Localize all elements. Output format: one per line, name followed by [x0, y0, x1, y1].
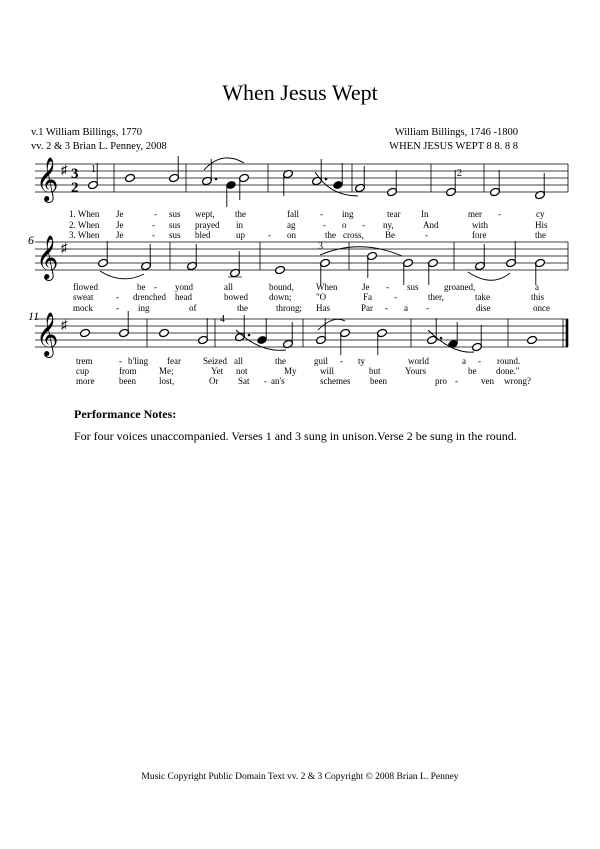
lyric-syllable: Par: [361, 303, 373, 313]
notehead: [274, 265, 285, 275]
lyric-syllable: Fa: [363, 292, 372, 302]
sharp-key-signature-icon: ♯: [61, 240, 68, 255]
lyric-syllable: the: [535, 230, 546, 240]
treble-clef-icon: 𝄞: [36, 159, 59, 201]
lyric-syllable: ag: [287, 220, 296, 230]
lyric-syllable: more: [76, 376, 95, 386]
slur: [100, 271, 144, 279]
lyric-syllable: -: [320, 209, 323, 219]
lyric-syllable: tear: [387, 209, 401, 219]
lyric-syllable: flowed: [73, 282, 98, 292]
lyric-syllable: cy: [536, 209, 545, 219]
lyric-syllable: a: [462, 356, 466, 366]
lyric-syllable: all: [234, 356, 243, 366]
composer-name: William Billings, 1746 -1800: [394, 127, 518, 138]
lyric-syllable: bowed: [224, 292, 248, 302]
lyric-syllable: sus: [169, 230, 181, 240]
lyric-syllable: ing: [138, 303, 150, 313]
verse1-author: v.1 William Billings, 1770: [31, 127, 142, 138]
lyric-syllable: wrong?: [504, 376, 531, 386]
dot: [440, 337, 443, 340]
lyric-syllable: 2. When: [69, 220, 100, 230]
slur: [320, 247, 402, 256]
lyric-syllable: the: [237, 303, 248, 313]
lyric-syllable: mock: [73, 303, 93, 313]
lyric-syllable: -: [426, 303, 429, 313]
round-entry-number: 4: [220, 314, 225, 325]
lyric-syllable: trem: [76, 356, 93, 366]
lyric-syllable: round.: [497, 356, 521, 366]
lyric-syllable: will: [320, 366, 335, 376]
dot: [215, 178, 218, 181]
lyric-syllable: -: [268, 230, 271, 240]
lyric-syllable: fear: [167, 356, 181, 366]
lyric-syllable: ven: [481, 376, 494, 386]
lyric-syllable: -: [455, 376, 458, 386]
time-signature-bottom: 2: [71, 180, 79, 196]
lyric-syllable: Je: [362, 282, 370, 292]
lyric-syllable: Has: [316, 303, 330, 313]
lyric-syllable: -: [116, 303, 119, 313]
lyric-syllable: sus: [169, 220, 181, 230]
lyric-syllable: ny,: [383, 220, 394, 230]
treble-clef-icon: 𝄞: [36, 314, 59, 356]
lyric-syllable: been: [119, 376, 136, 386]
lyric-syllable: -: [362, 220, 365, 230]
lyric-syllable: sus: [169, 209, 181, 219]
lyric-syllable: -: [323, 220, 326, 230]
treble-clef-icon: 𝄞: [36, 237, 59, 279]
lyric-syllable: an's: [271, 376, 285, 386]
lyric-syllable: When: [316, 282, 338, 292]
lyric-syllable: on: [287, 230, 296, 240]
lyric-syllable: wept,: [195, 209, 215, 219]
hymn-title: When Jesus Wept: [222, 80, 378, 105]
round-entry-number: 3: [318, 241, 323, 252]
lyric-syllable: from: [119, 366, 137, 376]
lyrics: [69, 209, 550, 386]
measure-number: 1: [91, 164, 96, 175]
lyric-syllable: up: [236, 230, 245, 240]
slurs: [100, 158, 510, 352]
lyric-syllable: fore: [472, 230, 487, 240]
lyric-syllable: -: [385, 303, 388, 313]
lyric-syllable: been: [370, 376, 387, 386]
lyric-syllable: take: [475, 292, 490, 302]
lyric-syllable: Je: [116, 230, 124, 240]
lyric-syllable: Sat: [238, 376, 250, 386]
lyric-syllable: all: [224, 282, 233, 292]
lyric-syllable: lost,: [159, 376, 175, 386]
round-entry-number: 2: [457, 168, 462, 179]
lyric-syllable: pro: [435, 376, 447, 386]
lyric-syllable: the: [275, 356, 286, 366]
lyric-syllable: but: [369, 366, 381, 376]
lyric-syllable: not: [236, 366, 248, 376]
lyric-syllable: Yet: [211, 366, 224, 376]
notehead: [124, 173, 135, 183]
lyric-syllable: cross,: [343, 230, 364, 240]
lyric-syllable: bound,: [269, 282, 294, 292]
lyric-syllable: 3. When: [69, 230, 100, 240]
lyric-syllable: be: [137, 282, 146, 292]
copyright-footer: Music Copyright Public Domain Text vv. 2 & 3 Copyright © 2008 Brian L. Penney: [141, 772, 459, 782]
notehead: [79, 328, 90, 338]
lyric-syllable: b'ling: [128, 356, 149, 366]
lyric-syllable: sus: [407, 282, 419, 292]
lyric-syllable: -: [152, 220, 155, 230]
lyric-syllable: -: [152, 230, 155, 240]
lyric-syllable: Seized: [203, 356, 227, 366]
lyric-syllable: -: [340, 356, 343, 366]
lyric-syllable: In: [421, 209, 429, 219]
notehead: [526, 335, 537, 345]
lyric-syllable: -: [498, 209, 501, 219]
performance-notes-heading: Performance Notes:: [74, 407, 177, 421]
lyric-syllable: of: [189, 303, 197, 313]
lyric-syllable: -: [116, 292, 119, 302]
lyric-syllable: be: [468, 366, 477, 376]
slur: [318, 319, 345, 330]
measure-number: 11: [28, 309, 40, 323]
lyric-syllable: schemes: [320, 376, 351, 386]
slur: [468, 272, 510, 280]
lyric-syllable: -: [154, 209, 157, 219]
lyric-syllable: Je: [116, 209, 124, 219]
lyric-syllable: My: [284, 366, 297, 376]
lyric-syllable: down;: [269, 292, 292, 302]
lyric-syllable: ing: [342, 209, 354, 219]
lyric-syllable: dise: [476, 303, 491, 313]
lyric-syllable: Yours: [405, 366, 427, 376]
notes: [79, 156, 545, 355]
lyric-syllable: throng;: [276, 303, 302, 313]
sharp-key-signature-icon: ♯: [61, 162, 68, 177]
lyric-syllable: mer: [468, 209, 482, 219]
lyric-syllable: ther,: [428, 292, 444, 302]
lyric-syllable: fall: [287, 209, 299, 219]
lyric-syllable: -: [478, 356, 481, 366]
lyric-syllable: Me;: [159, 366, 174, 376]
lyric-syllable: drenched: [133, 292, 166, 302]
lyric-syllable: the: [235, 209, 246, 219]
lyric-syllable: groaned,: [444, 282, 476, 292]
lyric-syllable: done.": [496, 366, 520, 376]
staff-lines: [35, 164, 568, 347]
lyric-syllable: guil: [314, 356, 329, 366]
lyric-syllable: -: [119, 356, 122, 366]
lyric-syllable: a: [535, 282, 539, 292]
dot: [325, 178, 328, 181]
dot: [248, 334, 251, 337]
notehead: [158, 328, 169, 338]
lyric-syllable: And: [423, 220, 439, 230]
lyric-syllable: "O: [316, 292, 327, 302]
lyric-syllable: once: [533, 303, 550, 313]
lyric-syllable: a: [404, 303, 408, 313]
lyric-syllable: world: [408, 356, 429, 366]
lyric-syllable: -: [264, 376, 267, 386]
lyric-syllable: -: [154, 282, 157, 292]
lyric-syllable: yond: [175, 282, 193, 292]
lyric-syllable: Or: [209, 376, 219, 386]
lyric-syllable: Be: [385, 230, 395, 240]
lyric-syllable: sweat: [73, 292, 94, 302]
lyric-syllable: with: [472, 220, 489, 230]
measure-number: 6: [28, 233, 34, 247]
lyric-syllable: in: [236, 220, 244, 230]
lyric-syllable: bled: [195, 230, 211, 240]
lyric-syllable: -: [386, 282, 389, 292]
performance-notes-body: For four voices unaccompanied. Verses 1 and 3 sung in unison.Verse 2 be sung in the round.: [74, 429, 517, 443]
lyric-syllable: His: [535, 220, 548, 230]
lyric-syllable: cup: [76, 366, 89, 376]
lyric-syllable: this: [531, 292, 545, 302]
lyric-syllable: o: [342, 220, 347, 230]
lyric-syllable: ty: [358, 356, 366, 366]
sharp-key-signature-icon: ♯: [61, 317, 68, 332]
lyric-syllable: head: [175, 292, 192, 302]
lyric-syllable: the: [325, 230, 336, 240]
time-signature-top: 3: [71, 166, 79, 182]
lyric-syllable: 1. When: [69, 209, 100, 219]
lyric-syllable: Je: [116, 220, 124, 230]
verse2-3-author: vv. 2 & 3 Brian L. Penney, 2008: [31, 141, 167, 152]
lyric-syllable: -: [425, 230, 428, 240]
tune-name-meter: WHEN JESUS WEPT 8 8. 8 8: [389, 141, 518, 152]
lyric-syllable: -: [394, 292, 397, 302]
lyric-syllable: prayed: [195, 220, 220, 230]
